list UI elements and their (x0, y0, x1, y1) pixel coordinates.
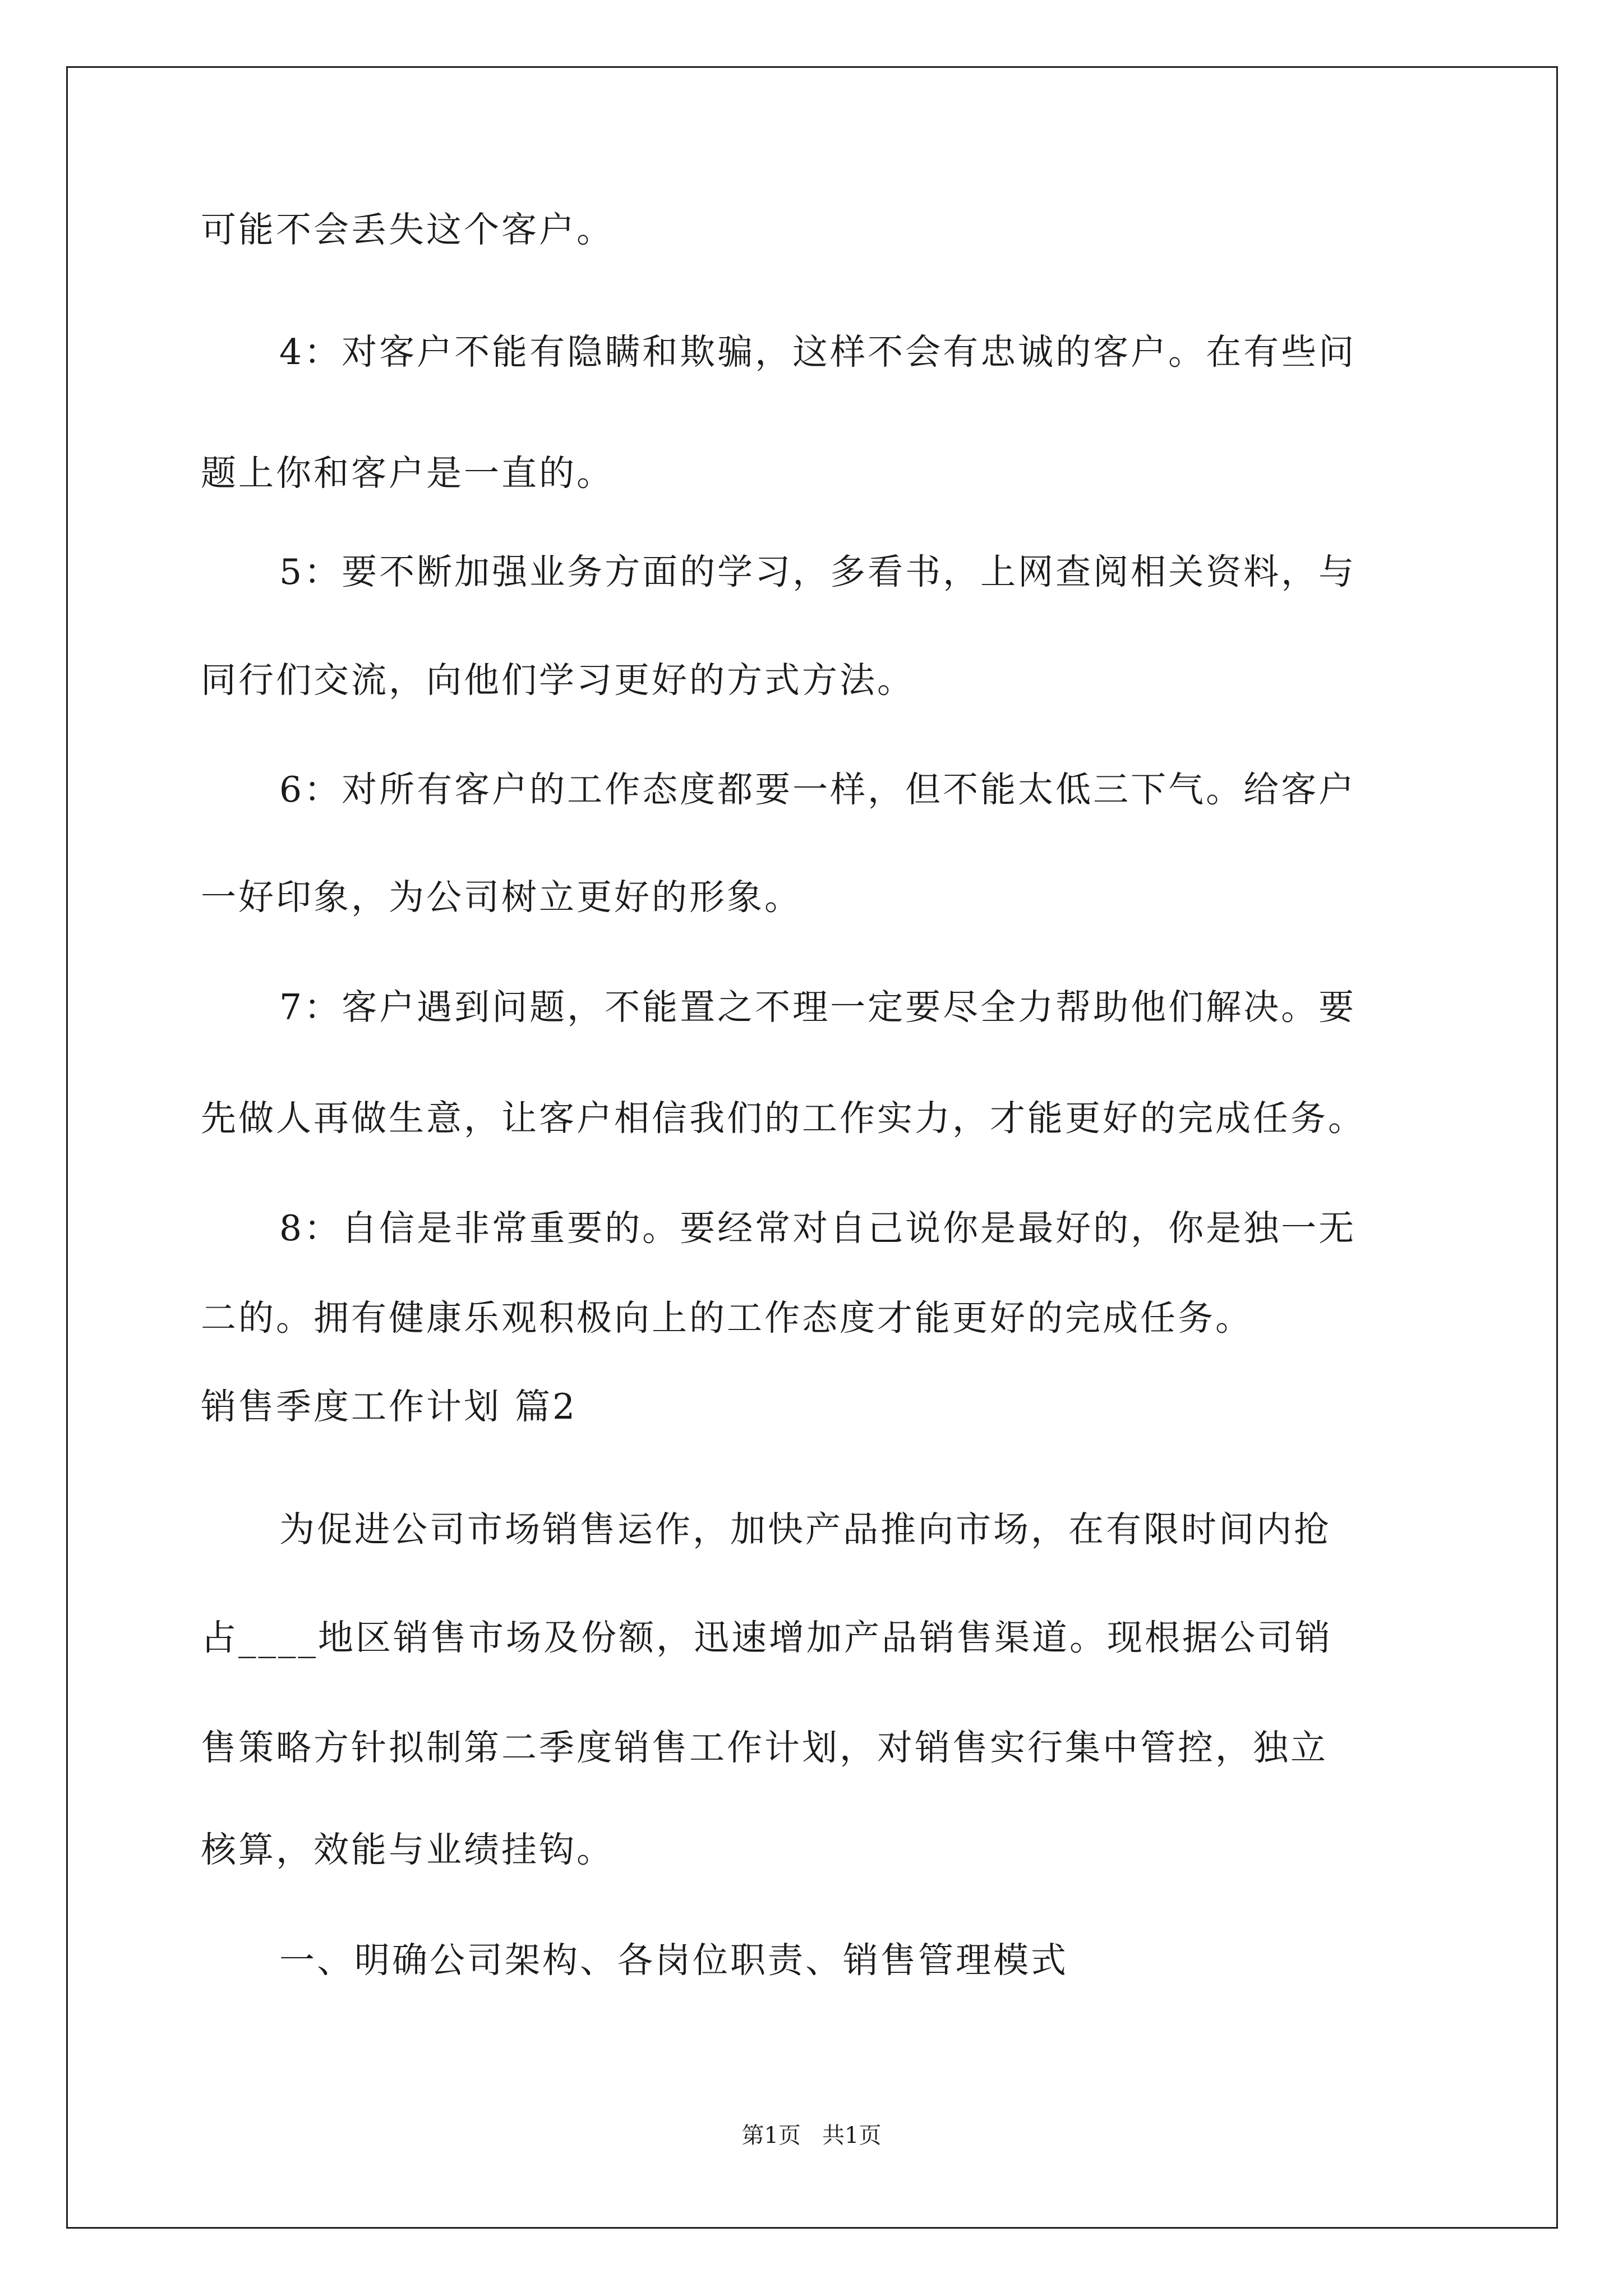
text-line: 8：自信是非常重要的。要经常对自己说你是最好的，你是独一无 (279, 1208, 1357, 1249)
text-line: 4：对客户不能有隐瞒和欺骗，这样不会有忠诚的客户。在有些问 (279, 332, 1357, 372)
text-line: 7：客户遇到问题，不能置之不理一定要尽全力帮助他们解决。要 (279, 987, 1357, 1028)
text-line: 二的。拥有健康乐观积极向上的工作态度才能更好的完成任务。 (201, 1297, 1253, 1338)
text-line: 5：要不断加强业务方面的学习，多看书，上网查阅相关资料，与 (279, 551, 1357, 592)
text-line: 核算，效能与业绩挂钩。 (201, 1829, 614, 1870)
text-line: 可能不会丢失这个客户。 (201, 209, 614, 250)
section-heading: 销售季度工作计划 篇2 (201, 1386, 578, 1427)
page-border (66, 66, 1558, 2229)
text-line: 一、明确公司架构、各岗位职责、销售管理模式 (279, 1940, 1068, 1981)
text-line: 题上你和客户是一直的。 (201, 453, 614, 494)
text-line: 同行们交流，向他们学习更好的方式方法。 (201, 660, 915, 701)
text-line: 先做人再做生意，让客户相信我们的工作实力，才能更好的完成任务。 (201, 1098, 1366, 1139)
text-line: 6：对所有客户的工作态度都要一样，但不能太低三下气。给客户 (279, 769, 1357, 810)
page-number: 第1页 共1页 (741, 2123, 882, 2148)
text-line: 售策略方针拟制第二季度销售工作计划，对销售实行集中管控，独立 (201, 1727, 1328, 1768)
text-line: 占____地区销售市场及份额，迅速增加产品销售渠道。现根据公司销 (201, 1617, 1332, 1658)
text-line: 一好印象，为公司树立更好的形象。 (201, 877, 802, 918)
text-line: 为促进公司市场销售运作，加快产品推向市场，在有限时间内抢 (279, 1509, 1331, 1550)
